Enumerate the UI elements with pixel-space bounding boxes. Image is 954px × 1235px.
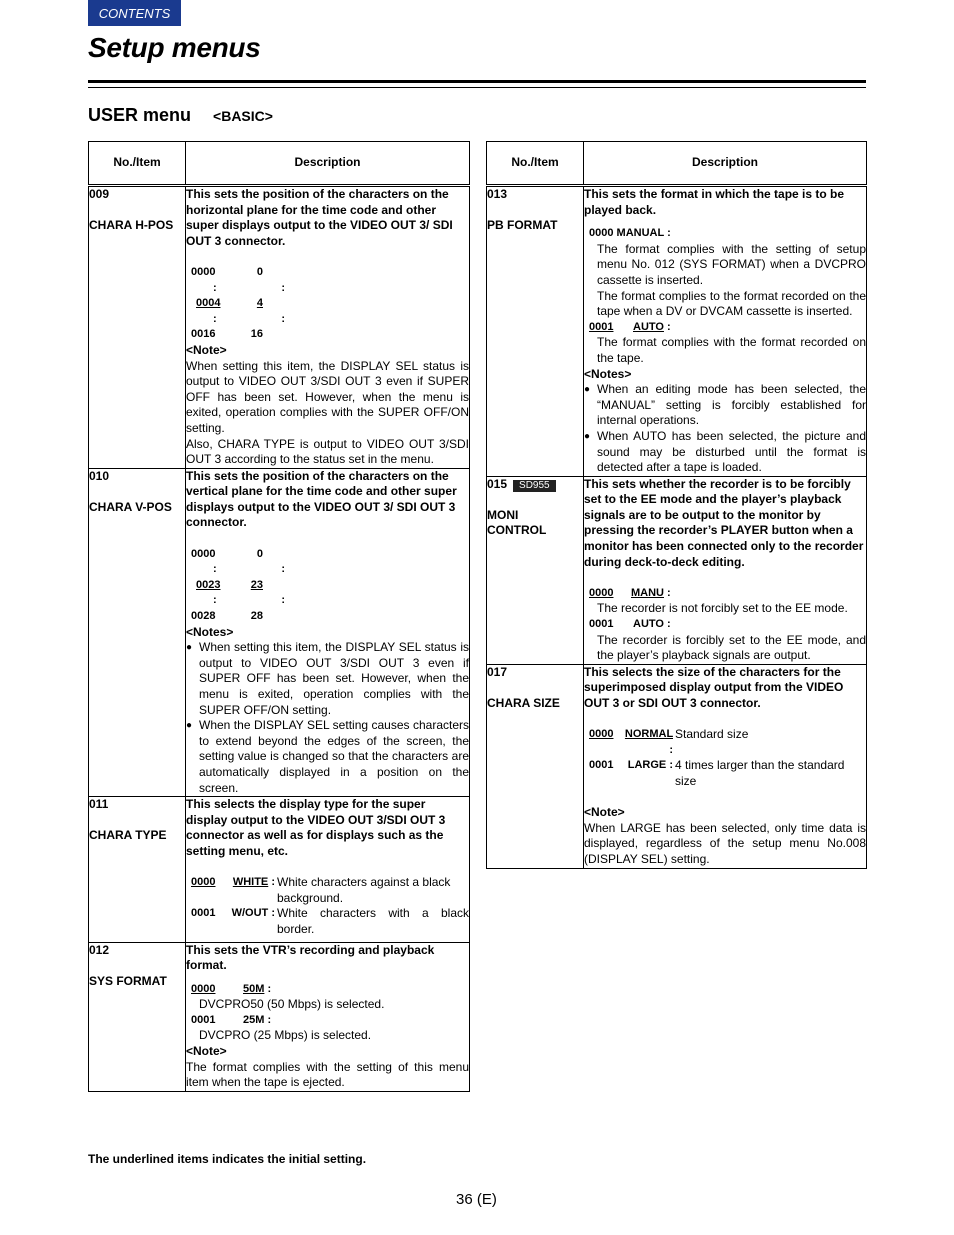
description-cell — [584, 664, 867, 868]
notes-label: <Notes> — [186, 624, 234, 639]
item-cell — [89, 468, 186, 796]
item-name: CHARA H-POS — [89, 218, 174, 233]
option-row: 0000 MANUAL : — [589, 227, 671, 240]
note-bullet: ● When AUTO has been selected, the picture and sound may be disturbed until the format is detected after a tape is loaded. — [584, 428, 866, 475]
item-lead: This sets whether the recorder is to be forcibly set to the EE mode and the player’s playback signals are to be output to the monitor by pressing the recorder’s PLAYER button when a monitor has been connected only to the recorder during deck-to-deck editing. — [584, 476, 864, 569]
table-row — [89, 186, 470, 469]
item-number-row — [487, 477, 583, 493]
item-number: 017 — [487, 664, 508, 679]
table-row — [89, 468, 470, 796]
table-row — [487, 186, 867, 477]
item-lead: This selects the display type for the super display output to the VIDEO OUT 3/SDI OUT 3 connector as well as for displays such as the setting menu, etc. — [186, 797, 446, 858]
option-text: DVCPRO50 (50 Mbps) is selected. — [199, 997, 385, 1012]
table-row — [487, 476, 867, 664]
item-cell — [89, 797, 186, 942]
header-no-item: No./Item — [487, 142, 584, 186]
option-text: The format complies with the setting of setup menu No. 012 (SYS FORMAT) when a DVCPRO cassette is inserted. — [597, 241, 866, 287]
title-rule — [88, 80, 866, 83]
note-label: <Note> — [186, 342, 227, 357]
item-cell — [487, 664, 584, 868]
footnote: The underlined items indicates the initial setting. — [88, 1152, 367, 1166]
table-row — [89, 942, 470, 1091]
table-header — [487, 142, 867, 186]
menu-table-left — [88, 141, 470, 1092]
item-name: CHARA SIZE — [487, 696, 560, 710]
note-text: When LARGE has been selected, only time data is displayed, regardless of the setup menu No.008 (DISPLAY SEL) setting. — [584, 820, 866, 866]
value-row: 0004 4 — [196, 297, 263, 310]
bullet-icon: ● — [186, 642, 193, 654]
item-name: SYS FORMAT — [89, 973, 167, 988]
option-row: 0000 NORMAL : Standard size — [589, 727, 749, 756]
item-lead: This sets the VTR’s recording and playback format. — [186, 942, 435, 973]
item-number: 011 — [89, 797, 109, 812]
title-rule-thin — [88, 87, 866, 88]
value-row: 0000 0 — [191, 265, 263, 278]
option-text: The format complies to the format recorded on the tape when a DV or DVCAM cassette is inserted. — [597, 288, 866, 319]
table-row — [487, 664, 867, 868]
item-name: CONTROL — [487, 523, 547, 538]
note-text: When setting this item, the DISPLAY SEL status is output to VIDEO OUT 3/SDI OUT 3 even if SUPER OFF has been set. However, when the menu is exited, operation complies with the SUPER OFF/ON setting. — [186, 358, 469, 435]
note-text: The format complies with the setting of this menu item when the tape is ejected. — [186, 1059, 469, 1090]
value-row: : : — [213, 563, 285, 576]
option-row: 0001 W/OUT : White characters with a black border. — [191, 906, 469, 936]
table-header — [89, 142, 470, 186]
section-subtitle: <BASIC> — [213, 108, 273, 124]
item-number: 013 — [487, 187, 508, 201]
item-number: 009 — [89, 187, 110, 201]
item-lead: This selects the size of the characters for the superimposed display output from the VIDEO OUT 3 or SDI OUT 3 connector. — [584, 664, 844, 710]
option-row: 0001 AUTO : — [589, 618, 671, 631]
option-row: 0001 LARGE : 4 times larger than the standard size — [589, 758, 845, 788]
note-label: <Note> — [186, 1044, 227, 1059]
note-bullet: ● When setting this item, the DISPLAY SEL status is output to VIDEO OUT 3/SDI OUT 3 even if SUPER OFF has been set. However, when the menu is exited, operation complies with the SUPER OFF/ON setting. — [186, 640, 469, 717]
item-name: CHARA V-POS — [89, 499, 172, 514]
option-row: 0000 50M : — [191, 982, 272, 995]
model-badge: SD955 — [513, 480, 556, 492]
option-row: 0000 MANU : — [589, 586, 671, 599]
header-description: Description — [584, 142, 867, 186]
item-number: 012 — [89, 942, 110, 957]
value-row: 0016 16 — [191, 328, 263, 341]
item-lead: This sets the format in which the tape is to be played back. — [584, 187, 845, 217]
header-no-item: No./Item — [89, 142, 186, 186]
item-cell — [487, 476, 584, 664]
description-cell — [186, 468, 470, 796]
value-row: 0023 23 — [196, 578, 263, 591]
note-text: Also, CHARA TYPE is output to VIDEO OUT 3/SDI OUT 3 according to the status set in the menu. — [186, 436, 469, 467]
description-cell — [186, 942, 470, 1091]
value-row: 0028 28 — [191, 610, 263, 623]
option-row: 0001 25M : — [191, 1013, 272, 1026]
item-name: CHARA TYPE — [89, 828, 167, 843]
item-cell — [487, 186, 584, 477]
item-number: 010 — [89, 468, 110, 483]
option-text: The recorder is forcibly set to the EE mode, and the player’s playback signals are output. — [597, 632, 866, 663]
item-number: 015 — [487, 476, 508, 491]
item-name: MONI — [487, 507, 519, 522]
description-cell — [584, 186, 867, 477]
description-cell — [584, 476, 867, 664]
section-title: USER menu — [88, 105, 192, 125]
value-row: : : — [213, 312, 285, 325]
option-text: The format complies with the format recorded on the tape. — [597, 335, 866, 365]
item-cell — [89, 186, 186, 469]
page-number: 36 (E) — [456, 1191, 497, 1208]
bullet-icon: ● — [584, 430, 591, 442]
value-row: : : — [213, 281, 285, 294]
option-text: DVCPRO (25 Mbps) is selected. — [199, 1028, 372, 1043]
item-lead: This sets the position of the characters on the vertical plane for the time code and other super displays output to the VIDEO OUT 3/ SDI OUT 3 connector. — [186, 468, 457, 530]
section-heading — [88, 105, 273, 126]
contents-link[interactable]: CONTENTS — [88, 0, 181, 26]
page-title: Setup menus — [88, 32, 261, 63]
header-description: Description — [186, 142, 470, 186]
table-row — [89, 797, 470, 942]
bullet-icon: ● — [584, 384, 591, 396]
item-lead: This sets the position of the characters on the horizontal plane for the time code and other super displays output to the VIDEO OUT 3/ SDI OUT 3 connector. — [186, 187, 453, 248]
item-cell — [89, 942, 186, 1091]
item-name: PB FORMAT — [487, 218, 558, 233]
note-label: <Note> — [584, 805, 625, 820]
option-row: 0000 WHITE : White characters against a black background. — [191, 875, 451, 905]
note-bullet: ● When an editing mode has been selected, the “MANUAL” setting is forcibly established for internal operations. — [584, 382, 866, 428]
notes-label: <Notes> — [584, 366, 632, 381]
menu-table-right — [486, 141, 867, 869]
value-row: : : — [213, 594, 285, 607]
value-row: 0000 0 — [191, 547, 263, 560]
option-row: 0001 AUTO : — [589, 320, 671, 333]
description-cell — [186, 186, 470, 469]
option-text: The recorder is not forcibly set to the EE mode. — [597, 601, 848, 616]
description-cell — [186, 797, 470, 942]
note-bullet: ● When the DISPLAY SEL setting causes characters to extend beyond the edges of the screen, the setting value is changed so that the characters are automatically displayed in a position on the screen. — [186, 718, 469, 795]
bullet-icon: ● — [186, 720, 193, 732]
